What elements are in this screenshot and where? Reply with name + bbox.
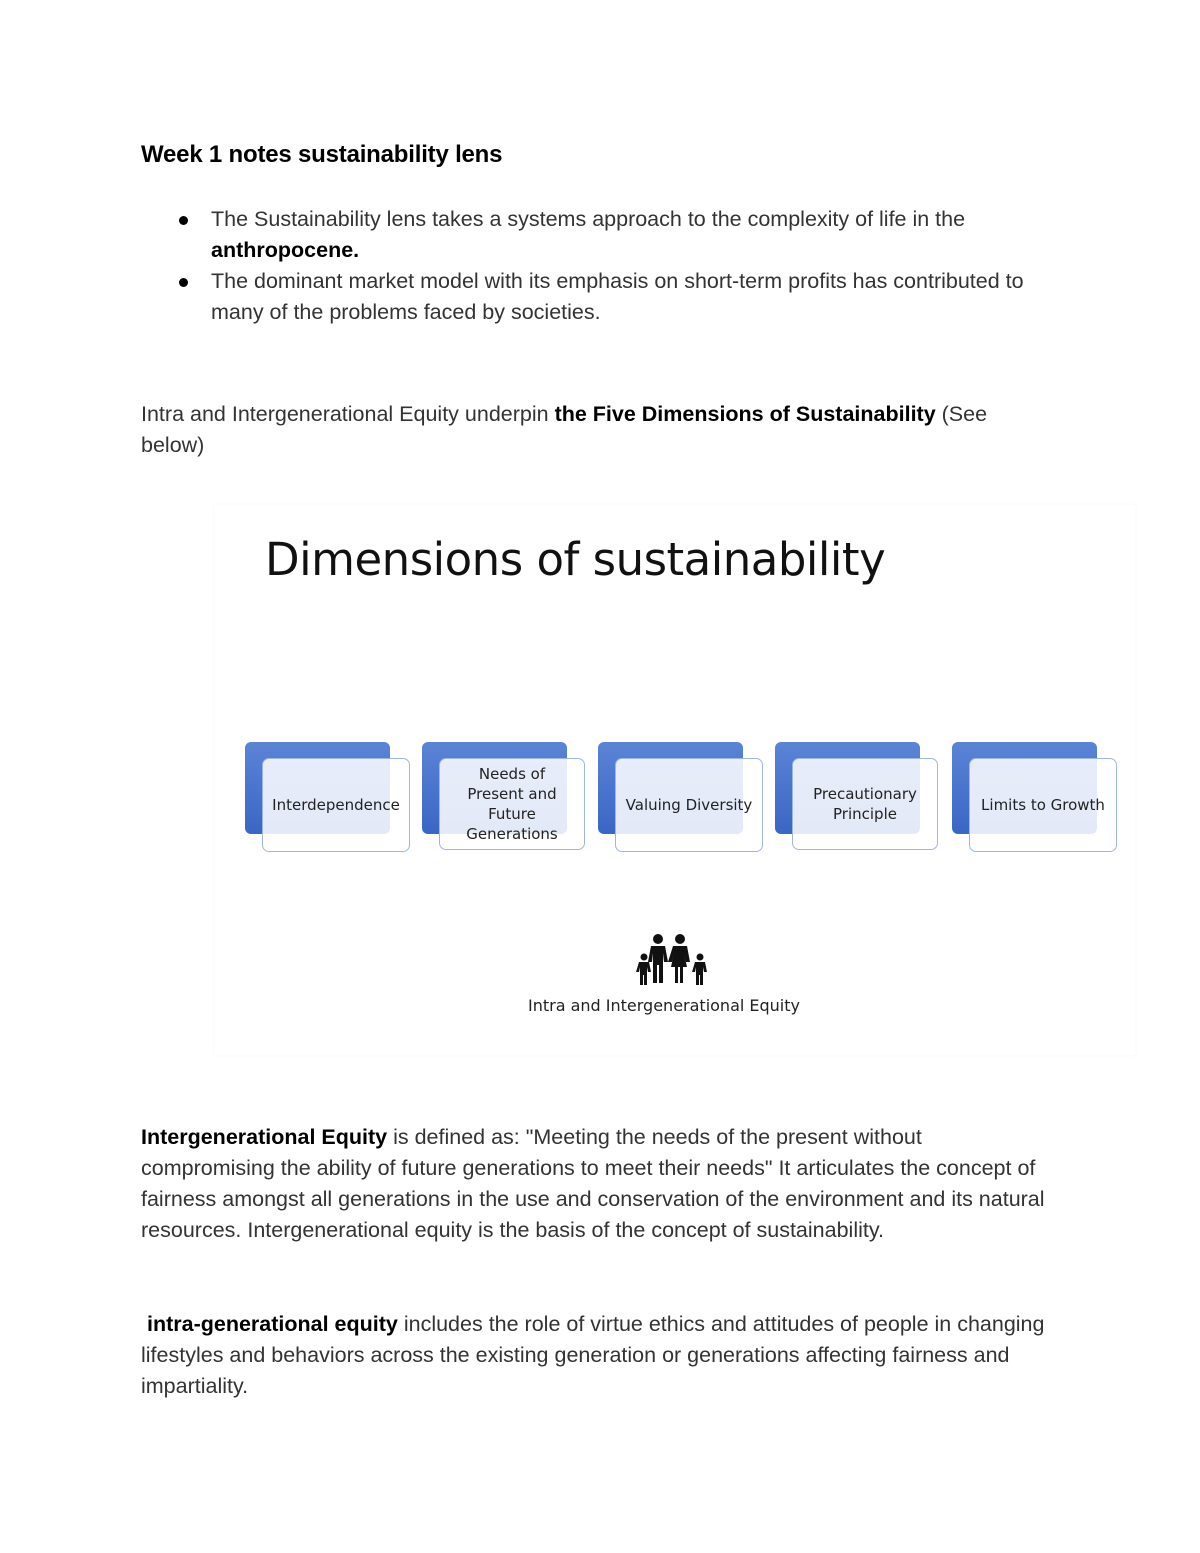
dimension-box [775, 742, 940, 852]
intro-paragraph [141, 399, 1051, 461]
dimension-box [422, 742, 587, 852]
intro-see-below: (See below) [141, 402, 988, 457]
bullet-bold-term: anthropocene. [211, 238, 360, 262]
intro-text: Intra and Intergenerational Equity underpin [141, 402, 555, 426]
dimension-label: Needs of Present and Future Generations [439, 758, 585, 850]
intergenerational-term: Intergenerational Equity [141, 1125, 388, 1149]
figure-title: Dimensions of sustainability [265, 533, 886, 586]
dimension-label: Limits to Growth [969, 758, 1117, 852]
bullet-text: The Sustainability lens takes a systems approach to the complexity of life in the [211, 207, 966, 231]
bullet-list [141, 204, 1061, 328]
intragenerational-text: includes the role of virtue ethics and attitudes of people in changing lifestyles and behaviors across the existing generation or generations affecting fairness and impartiality. [141, 1312, 1045, 1398]
dimension-label: Interdependence [262, 758, 410, 852]
page-title: Week 1 notes sustainability lens [141, 141, 503, 168]
intragenerational-term: intra-generational equity [146, 1312, 398, 1336]
intergenerational-text: is defined as: "Meeting the needs of the present without compromising the ability of future generations to meet their needs" It articulates the concept of fairness amongst all generations in the use and conservation of the environment and its natural resources. Intergenerational equity is the basis of the concept of sustainability. [141, 1125, 1045, 1242]
intro-bold: the Five Dimensions of Sustainability [554, 402, 936, 426]
dimension-label: Valuing Diversity [615, 758, 763, 852]
dimension-label: Precautionary Principle [792, 758, 938, 850]
dimension-box [245, 742, 410, 852]
list-item [141, 266, 1061, 328]
equity-label: Intra and Intergenerational Equity [527, 996, 800, 1015]
bullet-text: The dominant market model with its emphasis on short-term profits has contributed to many of the problems faced by societies. [211, 269, 1024, 324]
dimensions-figure [215, 505, 1135, 1055]
list-item [141, 204, 1061, 266]
intragenerational-paragraph [141, 1309, 1051, 1402]
dimension-box [598, 742, 763, 852]
dimension-box [952, 742, 1117, 852]
intergenerational-paragraph [141, 1122, 1051, 1246]
family-icon [636, 933, 708, 985]
